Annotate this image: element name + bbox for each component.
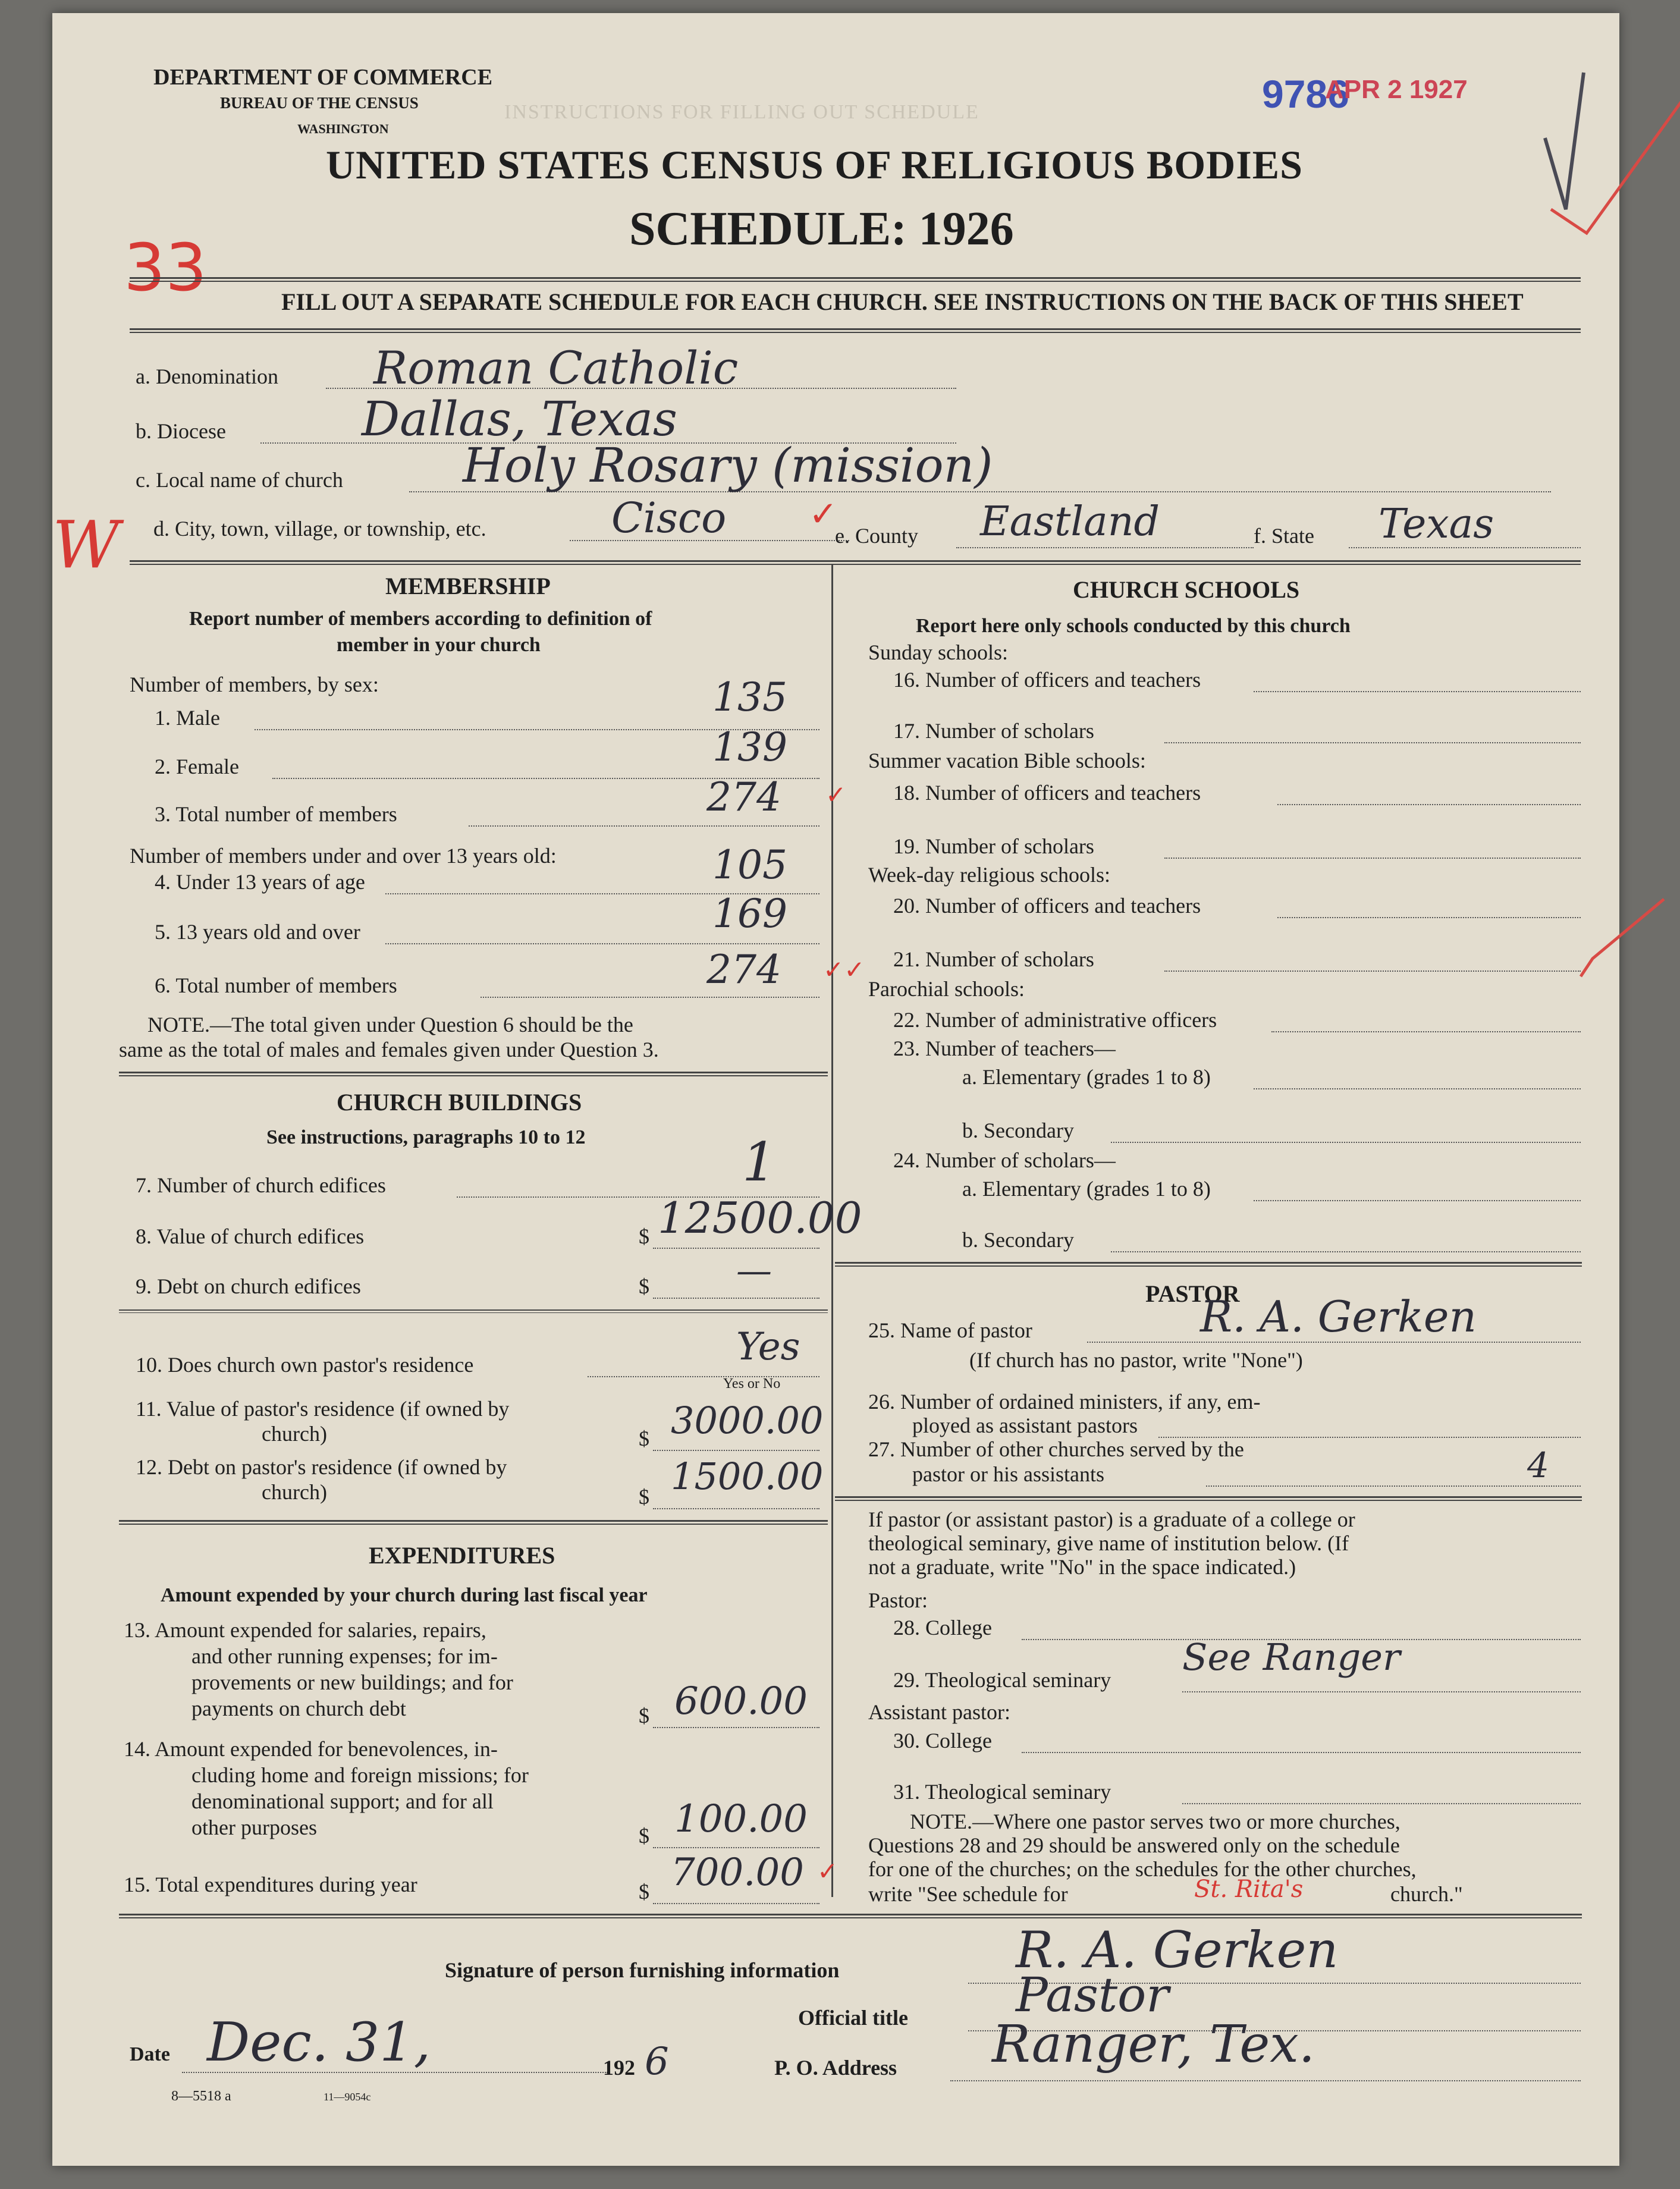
- q13-line-1: 13. Amount expended for salaries, repairs,: [124, 1618, 486, 1642]
- department-line: DEPARTMENT OF COMMERCE: [153, 65, 493, 90]
- q24b-label: b. Secondary: [962, 1228, 1074, 1252]
- denomination-label: a. Denomination: [136, 365, 278, 388]
- q14-amount-value: 100.00: [674, 1797, 808, 1841]
- parochial-schools-label: Parochial schools:: [868, 977, 1025, 1001]
- form-title: UNITED STATES CENSUS OF RELIGIOUS BODIES: [326, 142, 1303, 187]
- q18-line: [1277, 804, 1581, 805]
- pastor-note-4a: write "See schedule for: [868, 1882, 1068, 1906]
- pastor-note-2: Questions 28 and 29 should be answered only on the schedule: [868, 1833, 1400, 1857]
- bureau-line: BUREAU OF THE CENSUS: [220, 94, 419, 112]
- census-form-sheet: [52, 13, 1619, 2166]
- q13-line-2: and other running expenses; for im-: [191, 1644, 498, 1668]
- county-field-line: [956, 547, 1254, 548]
- q11-dollar: $: [639, 1427, 649, 1450]
- footer-rule: [119, 1914, 1582, 1918]
- q21-line: [1164, 971, 1581, 972]
- q14-line-1: 14. Amount expended for benevolences, in-: [124, 1737, 498, 1761]
- q29-line: [1182, 1691, 1581, 1692]
- q3-total-value: 274: [706, 774, 781, 820]
- q14-line-2: cluding home and foreign missions; for: [191, 1763, 529, 1787]
- q14-line-4: other purposes: [191, 1816, 317, 1839]
- membership-intro-2: member in your church: [337, 634, 541, 656]
- q30-line: [1022, 1752, 1581, 1753]
- q5-line: [385, 943, 819, 944]
- red-annotation-w: W: [52, 507, 120, 583]
- local-church-name-value: Holy Rosary (mission): [463, 438, 993, 493]
- header-rule-top: [130, 277, 1581, 282]
- q7-edifices-value: 1: [742, 1131, 777, 1194]
- signature-label: Signature of person furnishing information: [445, 1958, 840, 1982]
- pastor-note-red-value: St. Rita's: [1194, 1876, 1304, 1903]
- q20-line: [1277, 917, 1581, 918]
- q13-line-4: payments on church debt: [191, 1697, 406, 1720]
- q8-value-edifices-label: 8. Value of church edifices: [136, 1224, 365, 1248]
- q9-debt-edifices-value: —: [736, 1250, 772, 1292]
- q24b-line: [1111, 1251, 1581, 1252]
- membership-note-2: same as the total of males and females given under Question 3.: [119, 1038, 659, 1061]
- q9-debt-edifices-label: 9. Debt on church edifices: [136, 1274, 361, 1298]
- q25-line: [1087, 1342, 1581, 1343]
- q5-over13-value: 169: [712, 891, 787, 937]
- q23b-line: [1111, 1142, 1581, 1143]
- year-prefix: 192: [603, 2056, 635, 2080]
- schools-heading: CHURCH SCHOOLS: [1073, 576, 1300, 603]
- identity-rule: [130, 560, 1581, 565]
- q6-total-label: 6. Total number of members: [155, 973, 397, 997]
- official-title-label: Official title: [798, 2006, 908, 2030]
- q11-line: [653, 1450, 819, 1451]
- yes-or-no-hint: Yes or No: [723, 1376, 781, 1392]
- diocese-label: b. Diocese: [136, 419, 226, 443]
- received-date-stamp: APR 2 1927: [1325, 75, 1468, 104]
- q27-other-churches-value: 4: [1527, 1445, 1549, 1485]
- assistant-subsection-label: Assistant pastor:: [868, 1700, 1010, 1724]
- q8-dollar: $: [639, 1224, 649, 1248]
- q29-label: 29. Theological seminary: [893, 1668, 1111, 1692]
- q20-label: 20. Number of officers and teachers: [893, 894, 1201, 918]
- county-value: Eastland: [980, 498, 1160, 545]
- q23a-label: a. Elementary (grades 1 to 8): [962, 1065, 1211, 1089]
- city-value: Cisco: [611, 494, 727, 542]
- washington-line: WASHINGTON: [297, 121, 389, 136]
- handwritten-number: 33: [124, 230, 207, 306]
- q15-dollar: $: [639, 1880, 649, 1904]
- q12-debt-residence-value: 1500.00: [671, 1455, 824, 1498]
- membership-intro-1: Report number of members according to definition of: [189, 608, 652, 630]
- schools-intro: Report here only schools conducted by this church: [916, 615, 1351, 637]
- buildings-intro: See instructions, paragraphs 10 to 12: [266, 1126, 586, 1148]
- q27-label-1: 27. Number of other churches served by the: [868, 1437, 1244, 1461]
- q14-line-3: denominational support; and for all: [191, 1789, 494, 1813]
- q15-red-check-icon: ✓: [817, 1857, 839, 1886]
- q14-dollar: $: [639, 1824, 649, 1848]
- q23b-label: b. Secondary: [962, 1119, 1074, 1142]
- diocese-value: Dallas, Texas: [362, 391, 677, 447]
- q24-label: 24. Number of scholars—: [893, 1148, 1116, 1172]
- q11-value-residence-value: 3000.00: [671, 1399, 824, 1442]
- q27-label-2: pastor or his assistants: [912, 1462, 1104, 1486]
- q25-note: (If church has no pastor, write "None"): [969, 1348, 1303, 1372]
- q10-residence-label: 10. Does church own pastor's residence: [136, 1353, 474, 1377]
- vacation-schools-label: Summer vacation Bible schools:: [868, 749, 1146, 772]
- q4-under13-label: 4. Under 13 years of age: [155, 870, 365, 894]
- q12-dollar: $: [639, 1485, 649, 1509]
- q13-dollar: $: [639, 1704, 649, 1728]
- q12-line: [653, 1508, 819, 1509]
- sunday-schools-label: Sunday schools:: [868, 640, 1009, 664]
- po-address-label: P. O. Address: [774, 2056, 897, 2080]
- form-number: 8—5518 a: [171, 2088, 231, 2104]
- q19-label: 19. Number of scholars: [893, 834, 1094, 858]
- q10-residence-value: Yes: [736, 1325, 800, 1369]
- weekday-schools-label: Week-day religious schools:: [868, 863, 1111, 887]
- buildings-rule: [119, 1520, 828, 1525]
- buildings-heading: CHURCH BUILDINGS: [337, 1089, 582, 1116]
- membership-heading: MEMBERSHIP: [385, 573, 551, 599]
- q3-total-label: 3. Total number of members: [155, 802, 397, 826]
- state-value: Texas: [1378, 501, 1494, 548]
- q30-label: 30. College: [893, 1729, 992, 1753]
- county-label: e. County: [835, 524, 918, 548]
- q7-edifices-label: 7. Number of church edifices: [136, 1173, 386, 1197]
- q16-label: 16. Number of officers and teachers: [893, 668, 1201, 692]
- q9-line: [653, 1298, 819, 1299]
- q15-total-label: 15. Total expenditures during year: [124, 1873, 417, 1896]
- date-value: Dec. 31,: [207, 2011, 431, 2074]
- q8-line: [653, 1248, 819, 1249]
- graduate-note-1: If pastor (or assistant pastor) is a graduate of a college or: [868, 1508, 1355, 1531]
- q16-line: [1254, 691, 1581, 692]
- pastor-note-3: for one of the churches; on the schedules for the other churches,: [868, 1857, 1417, 1881]
- graduate-note-2: theological seminary, give name of institution below. (If: [868, 1531, 1349, 1555]
- q23-label: 23. Number of teachers—: [893, 1037, 1116, 1060]
- date-label: Date: [130, 2043, 170, 2065]
- q11-church-label: church): [262, 1422, 327, 1446]
- expenditures-heading: EXPENDITURES: [369, 1542, 555, 1569]
- q29-seminary-value: See Ranger: [1182, 1635, 1400, 1679]
- state-label: f. State: [1254, 524, 1314, 548]
- print-number: 11—9054c: [324, 2091, 371, 2103]
- q3-red-check-icon: ✓: [825, 780, 847, 809]
- q11-value-residence-label: 11. Value of pastor's residence (if owned by: [136, 1397, 510, 1421]
- q1-male-value: 135: [712, 674, 787, 720]
- q21-label: 21. Number of scholars: [893, 947, 1094, 971]
- q2-female-value: 139: [712, 724, 787, 770]
- age-intro-label: Number of members under and over 13 years old:: [130, 844, 557, 868]
- q28-label: 28. College: [893, 1616, 992, 1640]
- q13-amount-value: 600.00: [674, 1679, 808, 1723]
- po-address-value: Ranger, Tex.: [992, 2015, 1315, 2074]
- q17-line: [1164, 742, 1581, 743]
- q13-line-3: provements or new buildings; and for: [191, 1670, 513, 1694]
- city-label: d. City, town, village, or township, etc.: [153, 517, 486, 541]
- bleed-through-text: INSTRUCTIONS FOR FILLING OUT SCHEDULE: [504, 101, 979, 123]
- q4-under13-value: 105: [712, 842, 787, 888]
- schools-rule: [835, 1262, 1582, 1267]
- membership-note-1: NOTE.—The total given under Question 6 should be the: [147, 1013, 633, 1037]
- q13-line: [653, 1727, 819, 1728]
- form-subtitle: SCHEDULE: 1926: [629, 203, 1014, 255]
- year-digit-value: 6: [645, 2040, 669, 2084]
- expenditures-intro: Amount expended by your church during last fiscal year: [161, 1584, 648, 1606]
- q1-male-label: 1. Male: [155, 706, 220, 730]
- q12-church-label: church): [262, 1480, 327, 1504]
- q6-red-check-icon: ✓✓: [823, 955, 865, 984]
- q15-line: [653, 1903, 819, 1904]
- membership-rule: [119, 1072, 828, 1076]
- graduate-note-3: not a graduate, write "No" in the space indicated.): [868, 1555, 1296, 1579]
- q5-over13-label: 5. 13 years old and over: [155, 920, 360, 944]
- pastor-subsection-label: Pastor:: [868, 1588, 928, 1612]
- members-by-sex-label: Number of members, by sex:: [130, 673, 379, 696]
- stamp-number: 9786: [1262, 72, 1349, 116]
- q18-label: 18. Number of officers and teachers: [893, 781, 1201, 805]
- q27-line: [1206, 1485, 1581, 1487]
- q24a-label: a. Elementary (grades 1 to 8): [962, 1177, 1211, 1201]
- q12-debt-residence-label: 12. Debt on pastor's residence (if owned by: [136, 1455, 507, 1479]
- check-marks-icon: [1503, 61, 1680, 239]
- q10-line: [588, 1376, 819, 1377]
- q24a-line: [1254, 1200, 1581, 1201]
- q19-line: [1164, 858, 1581, 859]
- q26-label-1: 26. Number of ordained ministers, if any, em-: [868, 1390, 1261, 1414]
- q14-line: [653, 1847, 819, 1848]
- q25-label: 25. Name of pastor: [868, 1318, 1032, 1342]
- q2-female-label: 2. Female: [155, 755, 239, 778]
- q31-label: 31. Theological seminary: [893, 1780, 1111, 1804]
- pastor-note-1: NOTE.—Where one pastor serves two or more churches,: [910, 1810, 1400, 1833]
- separate-schedule-instruction: FILL OUT A SEPARATE SCHEDULE FOR EACH CHURCH. SEE INSTRUCTIONS ON THE BACK OF THIS SHEET: [281, 288, 1524, 315]
- q23a-line: [1254, 1088, 1581, 1089]
- signature-value: R. A. Gerken: [1016, 1921, 1339, 1979]
- margin-check-icon: [1575, 893, 1670, 988]
- q8-value-edifices-value: 12500.00: [658, 1193, 862, 1243]
- buildings-mid-rule: [119, 1309, 828, 1313]
- denomination-value: Roman Catholic: [373, 341, 739, 394]
- q9-dollar: $: [639, 1274, 649, 1298]
- po-address-line: [950, 2080, 1581, 2081]
- q17-label: 17. Number of scholars: [893, 719, 1094, 743]
- pastor-heading: PASTOR: [1145, 1280, 1240, 1307]
- red-check-icon: ✓: [809, 494, 838, 534]
- header-rule-bottom: [130, 328, 1581, 333]
- q6-total-value: 274: [706, 947, 781, 993]
- q3-line: [469, 825, 819, 827]
- q25-pastor-name-value: R. A. Gerken: [1200, 1292, 1477, 1342]
- q15-total-value: 700.00: [671, 1851, 804, 1895]
- q31-line: [1182, 1803, 1581, 1804]
- pastor-rule: [835, 1496, 1582, 1501]
- q22-line: [1271, 1031, 1581, 1032]
- q22-label: 22. Number of administrative officers: [893, 1008, 1217, 1032]
- pastor-note-4b: church.": [1390, 1882, 1463, 1906]
- local-church-name-label: c. Local name of church: [136, 468, 343, 492]
- official-title-value: Pastor: [1016, 1967, 1169, 2022]
- q6-line: [481, 997, 819, 998]
- q26-label-2: ployed as assistant pastors: [912, 1414, 1138, 1437]
